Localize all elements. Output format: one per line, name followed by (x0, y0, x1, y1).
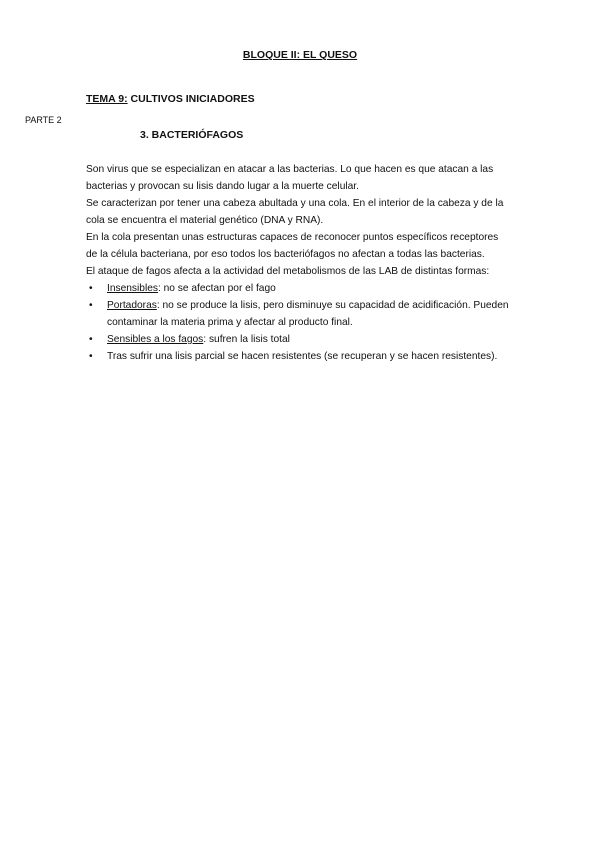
paragraph: El ataque de fagos afecta a la actividad del metabolismos de las LAB de distintas formas: (86, 266, 490, 277)
list-item (86, 331, 510, 348)
list-item-term: Insensibles (107, 283, 158, 294)
document-title: BLOQUE II: EL QUESO (242, 49, 358, 61)
list-item-term: Sensibles a los fagos (107, 334, 204, 345)
margin-note: PARTE 2 (25, 115, 62, 125)
bullet-icon: • (89, 300, 93, 311)
bullet-icon: • (89, 283, 93, 294)
list-item-text: : no se afectan por el fago (157, 283, 276, 294)
body-text (86, 161, 510, 365)
list-item-text: Tras sufrir una lisis parcial se hacen resistentes (se recuperan y se hacen resistentes). (107, 351, 498, 362)
list-item-text: : sufren la lisis total (203, 334, 290, 345)
bullet-icon: • (89, 334, 93, 345)
topic-title: CULTIVOS INICIADORES (127, 93, 255, 105)
list-item-term: Portadoras (107, 300, 157, 311)
paragraph: Son virus que se especializan en atacar a las bacterias. Lo que hacen es que atacan a las bacterias y provocan su lisis dando lugar a la muerte celular. (86, 164, 494, 192)
list-item-text: : no se produce la lisis, pero disminuye su capacidad de acidificación. Pueden contaminar la materia prima y afectar al producto final. (107, 300, 509, 328)
list-item (86, 348, 510, 365)
list-item (86, 297, 510, 331)
bullet-list (86, 280, 510, 365)
list-item (86, 280, 510, 297)
section-heading: 3. BACTERIÓFAGOS (140, 129, 244, 141)
paragraph: En la cola presentan unas estructuras capaces de reconocer puntos específicos receptores de la célula bacteriana, por eso todos los bacteriófagos no afectan a todas las bacterias. (86, 232, 499, 260)
bullet-icon: • (89, 351, 93, 362)
topic-heading (86, 93, 255, 105)
topic-label: TEMA 9: (86, 93, 128, 105)
paragraph: Se caracterizan por tener una cabeza abultada y una cola. En el interior de la cabeza y de la cola se encuentra el material genético (DNA y RNA). (86, 198, 504, 226)
